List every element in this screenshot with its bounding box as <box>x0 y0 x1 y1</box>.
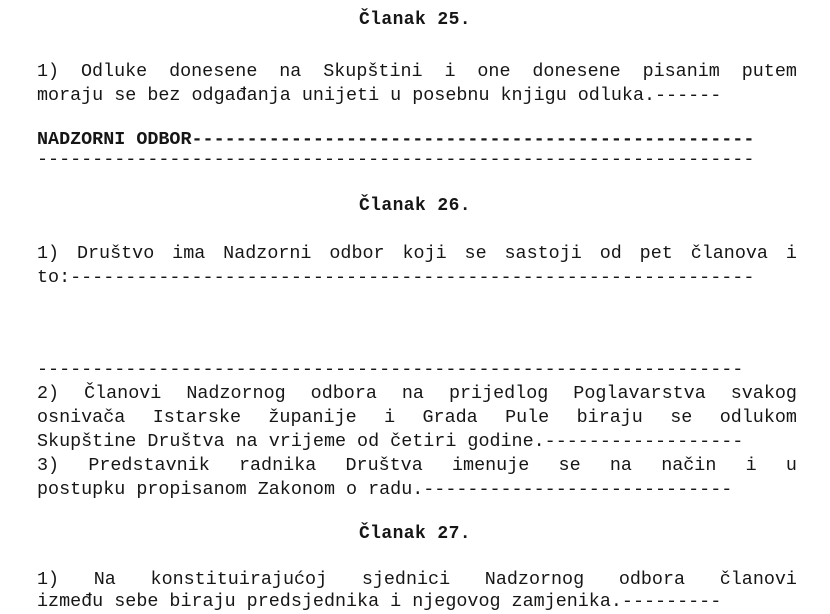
word: od <box>599 243 622 264</box>
word: se <box>464 243 487 264</box>
word: Nadzornog <box>484 569 585 590</box>
section-title-nadzorni-odbor: NADZORNI ODBOR--------------------------------------------------- <box>37 129 755 150</box>
member-row-istarska-zupanija <box>37 314 797 338</box>
word: Grada <box>422 407 478 428</box>
article-27-para1-line2: između sebe biraju predsjednika i njegovog zamjenika.--------- <box>37 591 722 612</box>
word: ima <box>172 243 206 264</box>
article-26-para1-line1 <box>37 242 797 266</box>
word: županije <box>268 407 357 428</box>
word: članova <box>690 243 768 264</box>
word: 2) <box>37 383 60 404</box>
article-26-para1-line2: to:-------------------------------------------------------------- <box>37 267 755 288</box>
word: pet <box>639 243 673 264</box>
word: imenuje <box>452 455 530 476</box>
word: Pule <box>505 407 550 428</box>
word: Nadzorni <box>223 243 312 264</box>
word: 1) <box>37 61 60 82</box>
word: koji <box>402 243 447 264</box>
article-26-para2-line3: Skupštine Društva na vrijeme od četiri godine.------------------ <box>37 431 744 452</box>
word: odbora <box>618 569 686 590</box>
word: Društvo <box>76 243 155 264</box>
members-separator: ---------------------------------------------------------------- <box>37 359 744 380</box>
word: se <box>558 455 581 476</box>
word: i <box>745 455 757 476</box>
word: 3) <box>37 455 60 476</box>
article-26-para2-line2 <box>37 406 797 430</box>
word: sastoji <box>504 243 582 264</box>
word: donesene <box>169 61 258 82</box>
word: Poglavarstva <box>573 383 706 404</box>
article-25-heading: Članak 25. <box>358 10 472 30</box>
word: članovi <box>719 569 797 590</box>
word: odbora <box>310 383 377 404</box>
word: Skupštini <box>323 61 423 82</box>
word: u <box>785 455 797 476</box>
word: Istarske <box>152 407 241 428</box>
article-25-para1-line2: moraju se bez odgađanja unijeti u posebnu knjigu odluka.------ <box>37 85 722 106</box>
word: način <box>661 455 717 476</box>
word: osnivača <box>37 407 126 428</box>
article-26-para2-line1 <box>37 382 797 406</box>
word: odbor <box>329 243 385 264</box>
word: radnika <box>238 455 317 476</box>
word: prijedlog <box>448 383 549 404</box>
word: Nadzornog <box>186 383 286 404</box>
word: Na <box>93 569 116 590</box>
word: donesene <box>532 61 621 82</box>
word: sjednici <box>361 569 451 590</box>
word: odlukom <box>719 407 797 428</box>
section-dash-line: ----------------------------------------------------------------- <box>37 149 755 170</box>
word: Odluke <box>80 61 148 82</box>
word: konstituirajućoj <box>150 569 328 590</box>
word: pisanim <box>642 61 720 82</box>
article-26-para3-line1 <box>37 454 797 478</box>
article-27-para1-line1 <box>37 568 797 592</box>
word: i <box>785 243 797 264</box>
word: 1) <box>37 243 60 264</box>
word: putem <box>741 61 797 82</box>
word: i <box>384 407 396 428</box>
member-row-grad-pula <box>37 290 797 314</box>
word: na <box>279 61 302 82</box>
word: i <box>444 61 456 82</box>
word: Članovi <box>84 383 162 404</box>
word: biraju <box>576 407 643 428</box>
word: one <box>477 61 511 82</box>
article-26-heading: Članak 26. <box>358 196 472 216</box>
article-25-para1-line1 <box>37 60 797 84</box>
word: svakog <box>730 383 797 404</box>
word: Društva <box>345 455 423 476</box>
word: na <box>609 455 632 476</box>
word: 1) <box>37 569 60 590</box>
word: se <box>670 407 693 428</box>
word: na <box>401 383 424 404</box>
word: Predstavnik <box>88 455 210 476</box>
article-27-heading: Članak 27. <box>358 524 472 544</box>
article-26-para3-line2: postupku propisanom Zakonom o radu.---------------------------- <box>37 479 733 500</box>
